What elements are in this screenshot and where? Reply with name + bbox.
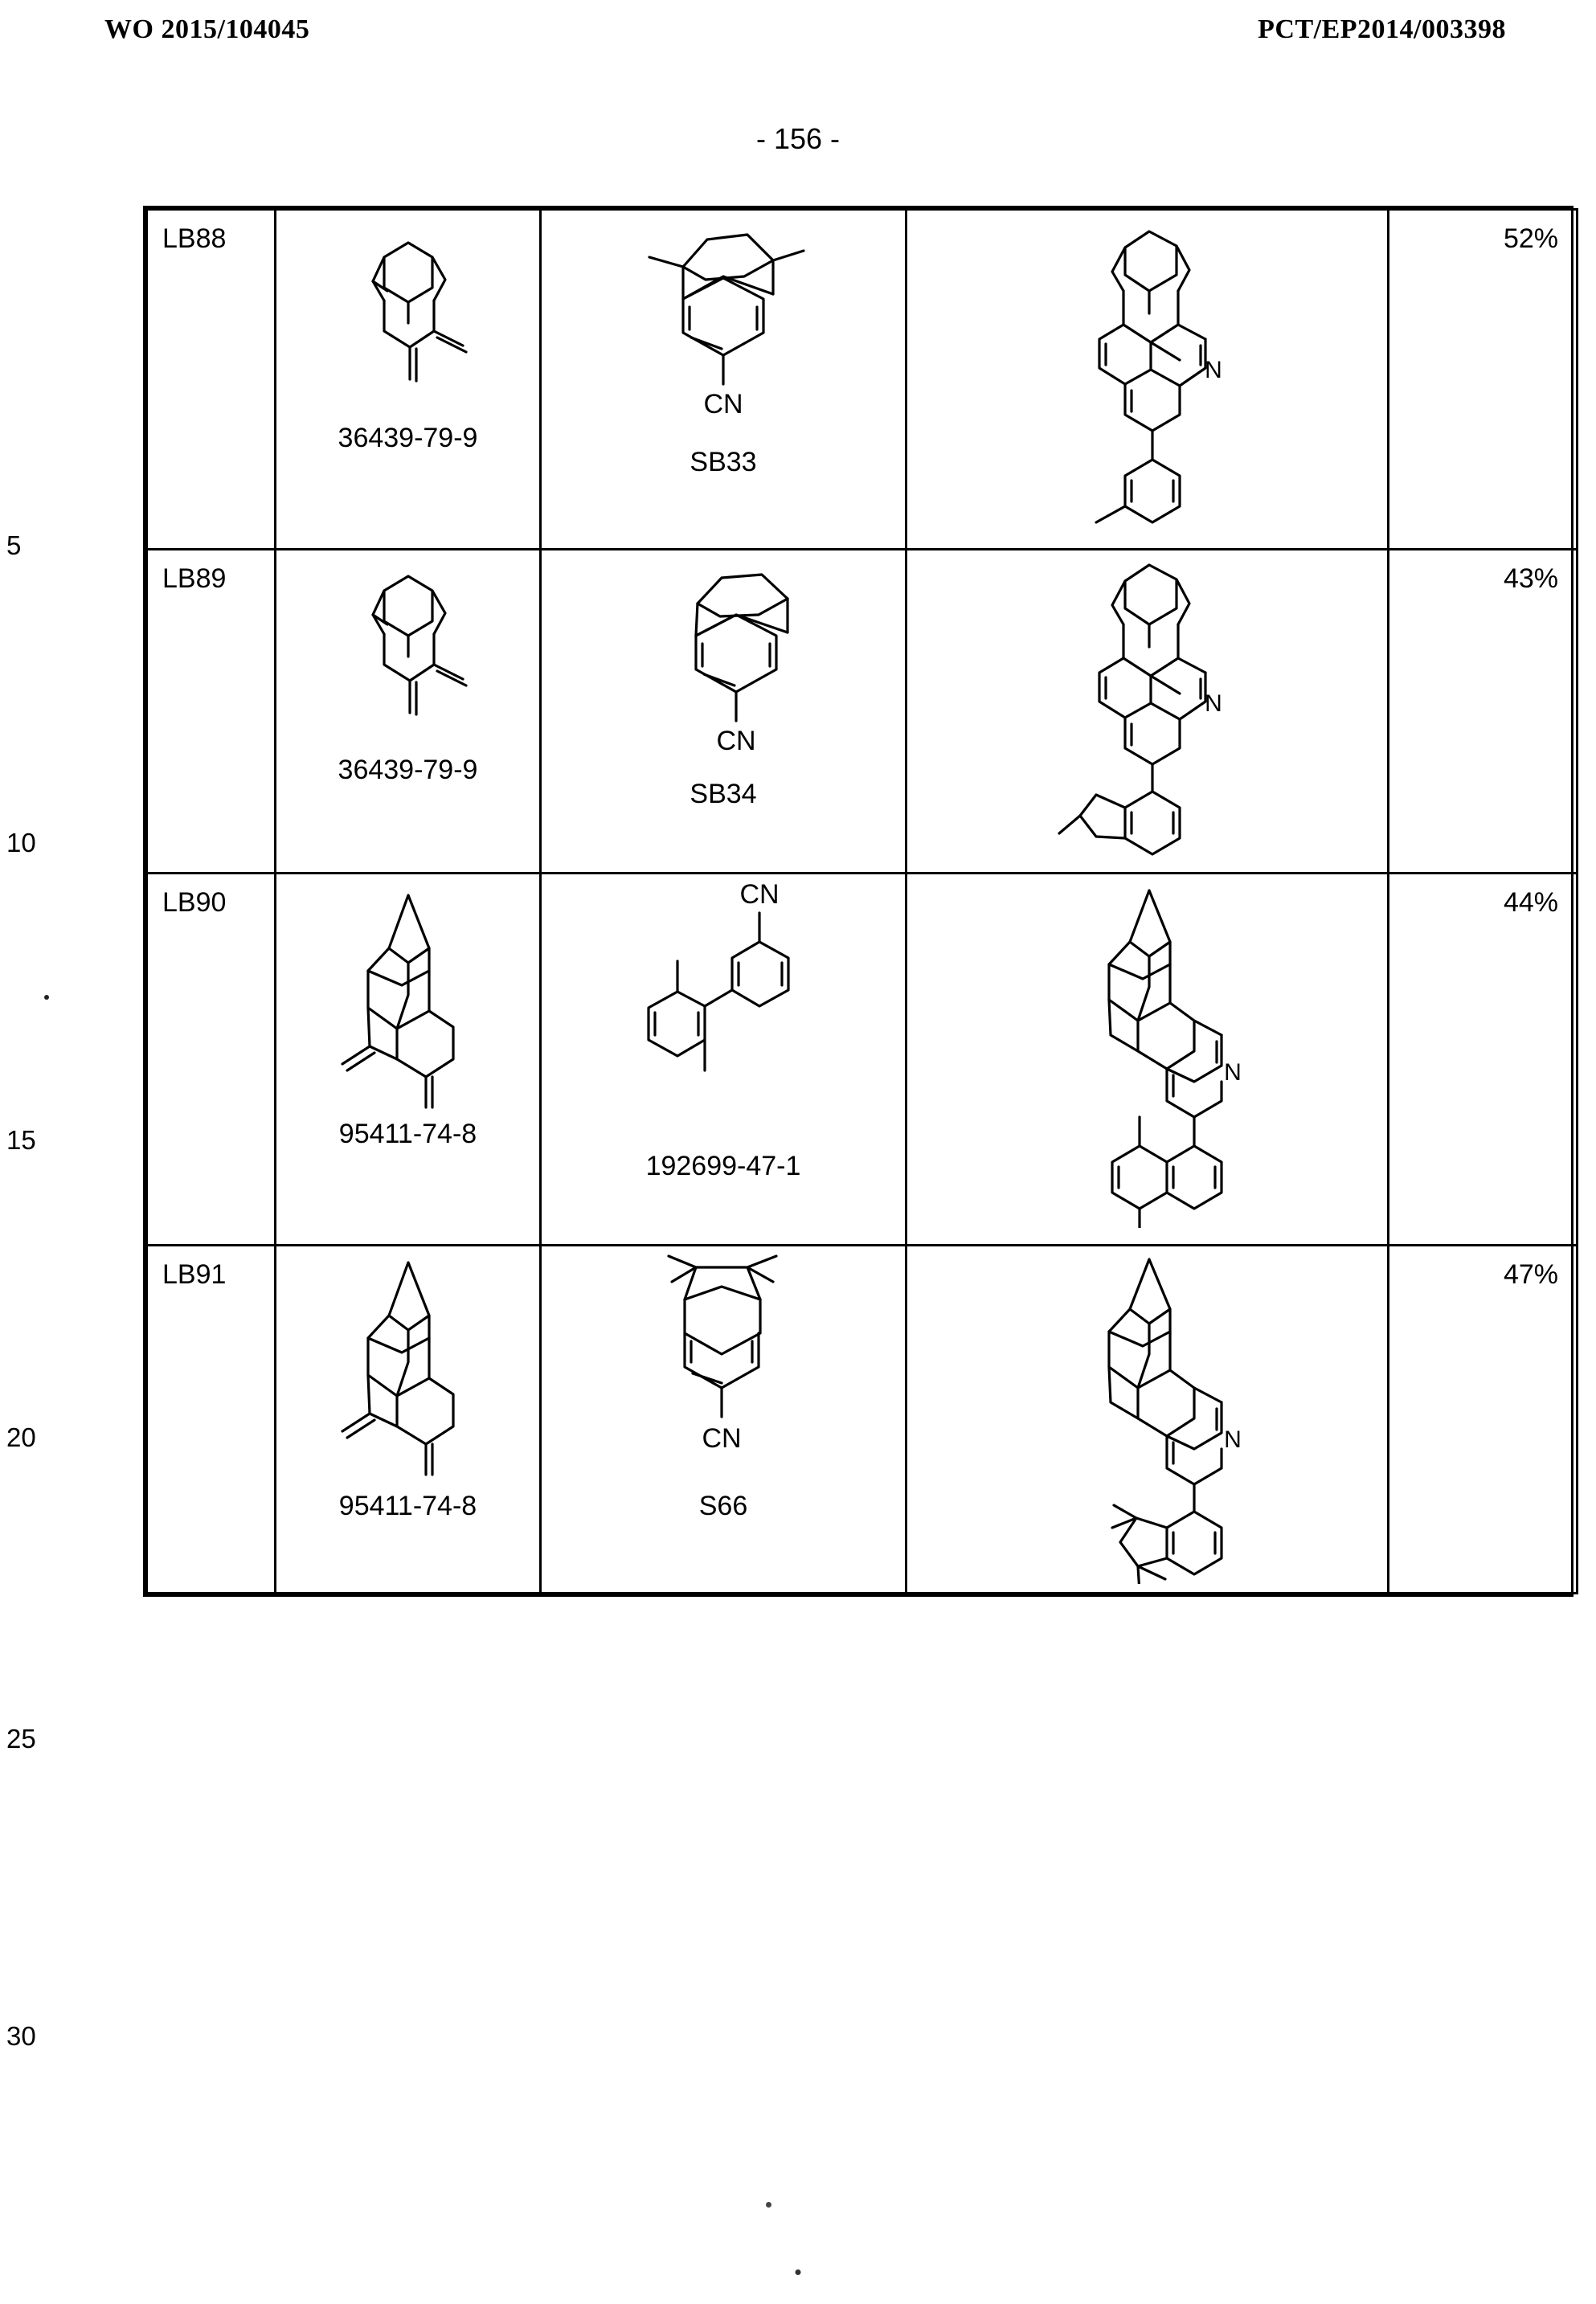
table-row [147,1246,1578,1594]
structure-diagram-educt1 [276,550,539,872]
svg-text:N: N [1223,1426,1242,1453]
educt2-cell [541,1246,906,1594]
structure-diagram-educt2 [542,211,905,548]
structure-diagram-product [907,1246,1387,1592]
structure-diagram-educt2 [542,550,905,872]
svg-text:CN: CN [702,1423,742,1454]
yield-cell [1389,874,1578,1246]
svg-text:CN: CN [716,726,756,756]
table-row [147,874,1578,1246]
line-number-5: 5 [6,530,22,560]
structure-diagram-educt1 [276,1246,539,1592]
stray-mark-middle [766,2202,771,2208]
educt1-cell [276,550,541,874]
row-id-cell [147,1246,276,1594]
structure-diagram-educt2 [542,1246,905,1592]
line-number-25: 25 [6,1724,36,1754]
educt1-label: 36439-79-9 [338,423,478,453]
svg-text:N: N [1204,357,1222,383]
svg-text:CN: CN [739,879,780,910]
yield-value: 44% [1503,887,1558,918]
yield-value: 47% [1503,1259,1558,1290]
educt1-label: 36439-79-9 [338,755,478,785]
publication-number: WO 2015/104045 [104,14,310,44]
structure-diagram-educt2 [542,874,905,1244]
row-id-cell [147,210,276,550]
compound-table [143,206,1573,1597]
compound-id: LB90 [162,887,227,918]
educt2-cell [541,210,906,550]
educt1-cell [276,874,541,1246]
row-id-cell [147,550,276,874]
educt2-label: SB33 [690,447,757,477]
educt2-cell [541,550,906,874]
page-number: - 156 - [755,122,841,155]
compound-id: LB88 [162,223,227,254]
row-id-cell [147,874,276,1246]
yield-cell [1389,210,1578,550]
yield-cell [1389,1246,1578,1594]
table-row [147,210,1578,550]
structure-diagram-educt1 [276,874,539,1244]
educt1-cell [276,1246,541,1594]
stray-mark-bottom [796,2269,801,2275]
line-number-15: 15 [6,1125,36,1155]
line-number-10: 10 [6,828,36,857]
compound-id: LB91 [162,1259,227,1290]
application-number: PCT/EP2014/003398 [1258,14,1506,44]
educt1-cell [276,210,541,550]
structure-diagram-product [907,211,1387,548]
table-row [147,550,1578,874]
educt1-label: 95411-74-8 [338,1119,477,1149]
page-header [0,8,1596,56]
svg-text:CN: CN [703,389,743,419]
educt1-label: 95411-74-8 [338,1491,477,1521]
yield-value: 43% [1503,563,1558,594]
educt2-cell [541,874,906,1246]
educt2-label: 192699-47-1 [645,1151,801,1181]
compound-id: LB89 [162,563,227,594]
structure-diagram-product [907,874,1387,1244]
structure-diagram-educt1 [276,211,539,548]
educt2-label: S66 [698,1491,748,1521]
product-cell [906,550,1389,874]
structure-diagram-product [907,550,1387,872]
svg-text:N: N [1204,690,1222,717]
svg-text:N: N [1223,1059,1242,1086]
product-cell [906,874,1389,1246]
margin-tick-dot [44,995,49,1000]
product-cell [906,210,1389,550]
educt2-label: SB34 [690,779,757,809]
line-number-gutter [0,0,72,2304]
line-number-30: 30 [6,2021,36,2051]
yield-cell [1389,550,1578,874]
product-cell [906,1246,1389,1594]
yield-value: 52% [1503,223,1558,254]
line-number-20: 20 [6,1422,36,1452]
